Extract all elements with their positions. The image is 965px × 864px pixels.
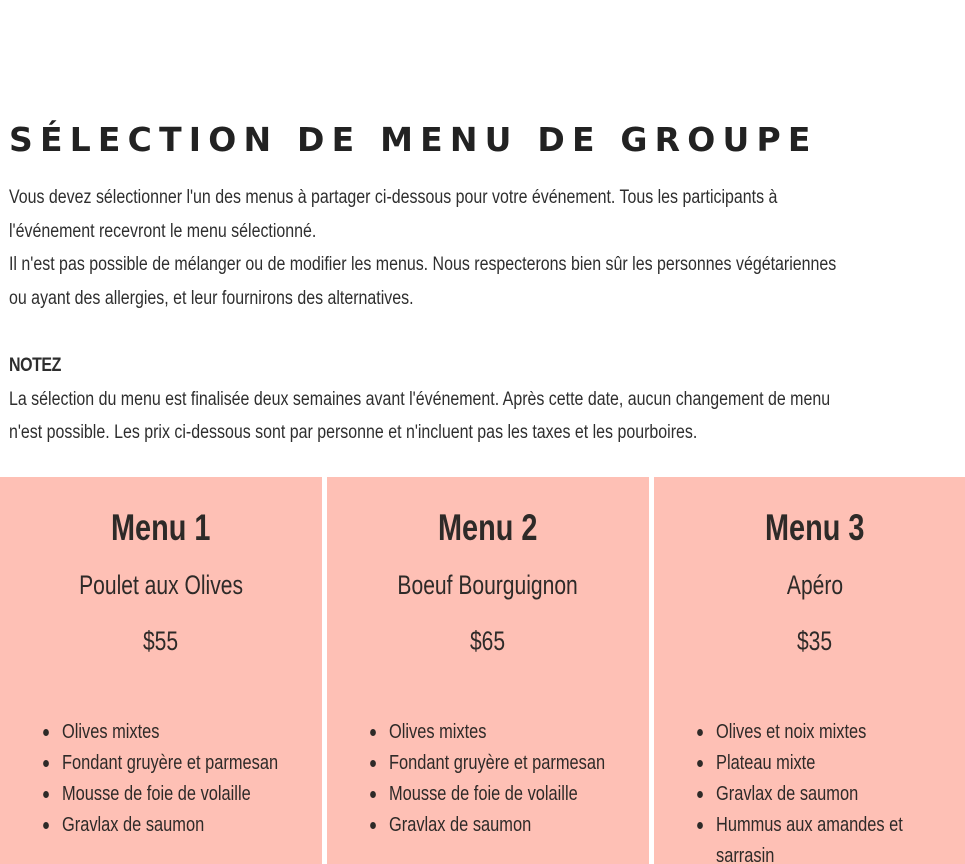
list-item-continuation: sarrasin xyxy=(716,845,775,864)
menu-items-list xyxy=(389,717,649,841)
menu-dish xyxy=(327,568,649,602)
intro-line: l'événement recevront le menu sélectionné. xyxy=(9,220,317,242)
menu-price-text: $55 xyxy=(143,626,179,656)
menu-dish xyxy=(0,568,322,602)
menu-title xyxy=(0,505,322,551)
menu-card-3 xyxy=(654,477,965,864)
list-item: Gravlax de saumon xyxy=(389,810,649,841)
list-item: Hummus aux amandes et xyxy=(716,810,921,841)
list-item: Olives mixtes xyxy=(389,717,649,748)
list-item: Fondant gruyère et parmesan xyxy=(389,748,649,779)
menu-card-content xyxy=(327,477,649,864)
menu-dish xyxy=(654,568,965,602)
menu-title-text: Menu 1 xyxy=(111,507,211,548)
menu-card-2 xyxy=(327,477,649,864)
menu-title xyxy=(327,505,649,551)
menu-price-text: $65 xyxy=(470,626,506,656)
list-item: Olives et noix mixtes xyxy=(716,717,921,748)
spacer xyxy=(9,315,965,349)
list-item: Gravlax de saumon xyxy=(62,810,322,841)
menu-dish-text: Apéro xyxy=(786,570,844,600)
menu-title-text: Menu 3 xyxy=(765,507,865,548)
page-title: SÉLECTION DE MENU DE GROUPE xyxy=(9,120,818,159)
list-item: Gravlax de saumon xyxy=(716,779,921,810)
menu-title-text: Menu 2 xyxy=(438,507,538,548)
menu-title xyxy=(654,505,965,551)
menu-dish-text: Poulet aux Olives xyxy=(79,570,243,600)
menu-items-list xyxy=(62,717,322,841)
list-item: Mousse de foie de volaille xyxy=(389,779,649,810)
intro-line: Il n'est pas possible de mélanger ou de modifier les menus. Nous respecterons bien sûr les personnes végétariennes xyxy=(9,254,837,276)
note-title: NOTEZ xyxy=(9,354,61,376)
list-item: Fondant gruyère et parmesan xyxy=(62,748,322,779)
intro-line: ou ayant des allergies, et leur fournirons des alternatives. xyxy=(9,287,414,309)
menu-card-content xyxy=(0,477,322,864)
menu-price xyxy=(0,624,322,658)
list-item: Olives mixtes xyxy=(62,717,322,748)
menu-cards xyxy=(0,477,965,864)
menu-price xyxy=(654,624,965,658)
menu-card-content xyxy=(654,477,965,864)
menu-price-text: $35 xyxy=(797,626,833,656)
intro-line: Vous devez sélectionner l'un des menus à partager ci-dessous pour votre événement. Tous les participants à xyxy=(9,187,778,208)
list-item: Plateau mixte xyxy=(716,748,921,779)
list-item: Mousse de foie de volaille xyxy=(62,779,322,810)
menu-price xyxy=(327,624,649,658)
note-line: La sélection du menu est finalisée deux semaines avant l'événement. Après cette date, aucun changement de menu xyxy=(9,388,831,410)
note-line: n'est possible. Les prix ci-dessous sont par personne et n'incluent pas les taxes et les pourboires. xyxy=(9,422,698,444)
intro-text xyxy=(9,181,965,450)
menu-dish-text: Boeuf Bourguignon xyxy=(397,570,579,600)
menu-card-1 xyxy=(0,477,322,864)
menu-items-list xyxy=(716,717,921,864)
